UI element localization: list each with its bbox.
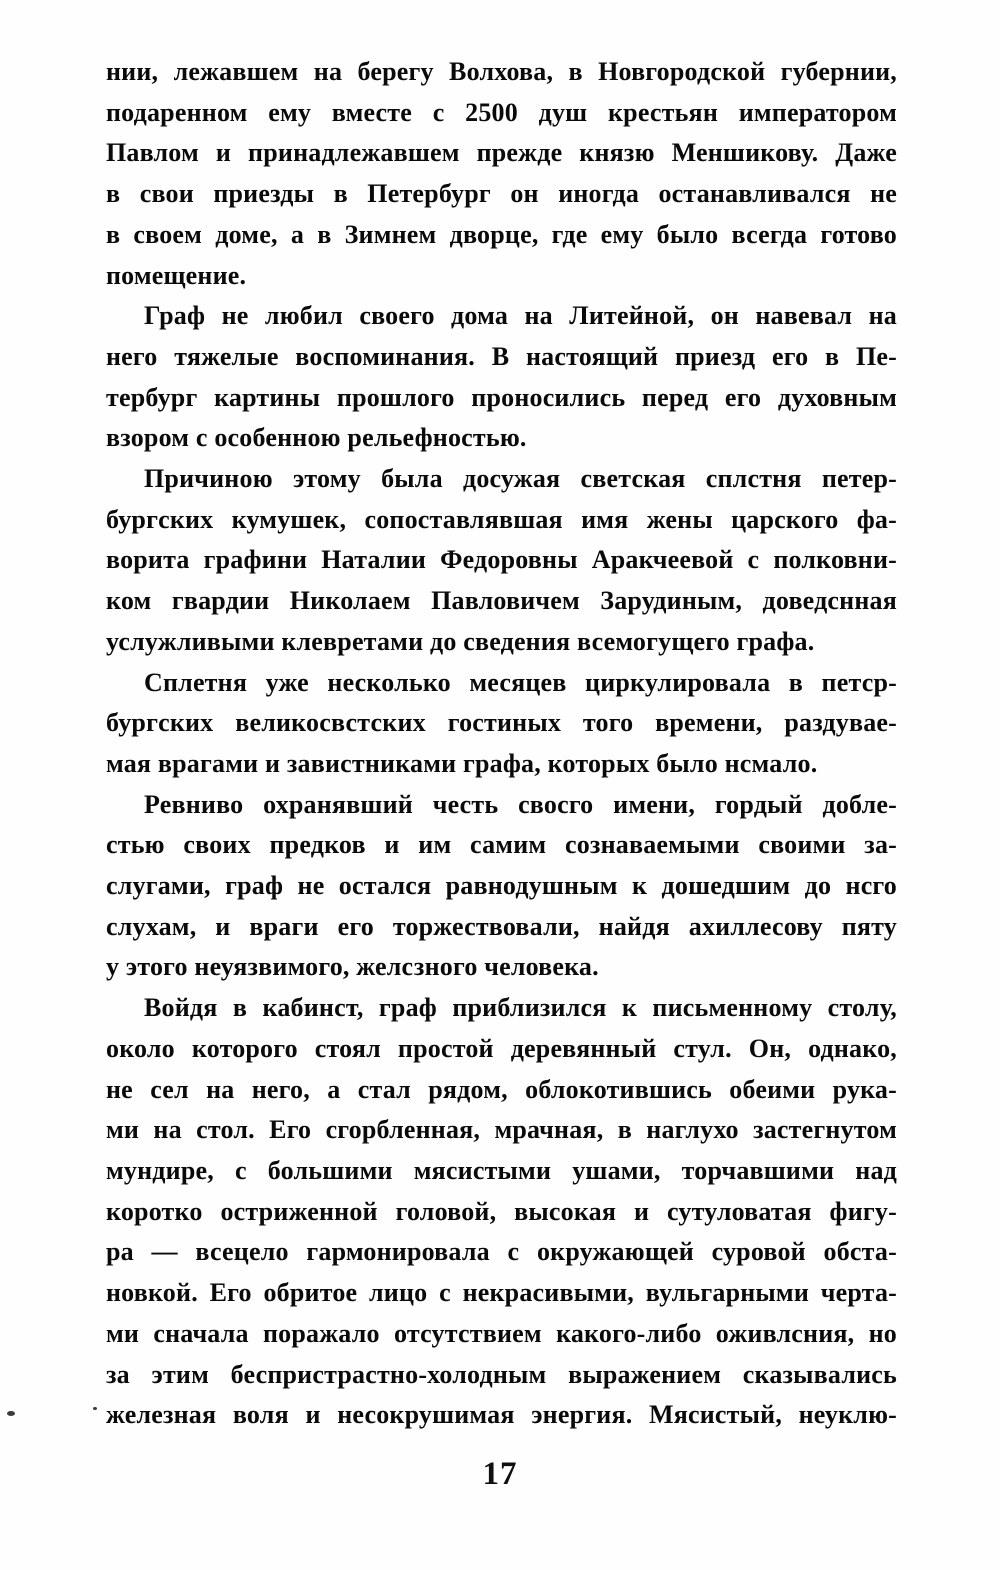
paragraph-5 [106, 785, 897, 989]
text-line: Причиною этому была досужая светская сплстня петер- [144, 464, 897, 494]
page-text [106, 52, 897, 1436]
text-line: ми сначала поражало отсутствием какого-либо оживлсния, но [106, 1318, 897, 1348]
text-line: железная воля и несокрушимая энергия. Мясистый, неуклю- [106, 1400, 897, 1430]
text-line: услужливыми клевретами до сведения всемогущего графа. [106, 626, 815, 656]
text-line: около которого стоял простой деревянный стул. Он, однако, [106, 1033, 897, 1063]
page-number: 17 [482, 1456, 518, 1492]
text-line: за этим беспристрастно-холодным выражением сказывались [106, 1359, 897, 1389]
text-line: помещение. [106, 260, 247, 290]
text-line: мундире, с большими мясистыми ушами, торчавшими над [106, 1155, 897, 1185]
paragraph-6 [106, 988, 897, 1436]
text-line: в свои приезды в Петербург он иногда останавливался не [106, 179, 897, 209]
text-line: Войдя в кабинст, граф приблизился к письменному столу, [144, 993, 897, 1023]
text-line: стью своих предков и им самим сознаваемыми своими за- [106, 830, 897, 860]
scan-speck [7, 1411, 15, 1416]
text-line: ми на стол. Его сгорбленная, мрачная, в наглухо застегнутом [106, 1115, 897, 1145]
text-line: в своем доме, а в Зимнем дворце, где ему было всегда готово [106, 219, 897, 249]
text-line: взором с особенною рельефностью. [106, 423, 527, 453]
text-line: мая врагами и завистниками графа, которых было нсмало. [106, 748, 818, 778]
text-line: него тяжелые воспоминания. В настоящий приезд его в Пе- [106, 341, 897, 371]
text-line: слухам, и враги его торжествовали, найдя ахиллесову пяту [106, 911, 897, 941]
text-line: слугами, граф не остался равнодушным к дошедшим до нсго [106, 871, 897, 901]
paragraph-4 [106, 663, 897, 785]
scan-speck [93, 1407, 97, 1410]
text-line: ра — всецело гармонировала с окружающей суровой обста- [106, 1237, 897, 1267]
text-line: Ревниво охранявший честь свосго имени, гордый добле- [144, 789, 897, 819]
text-line: бургских кумушек, сопоставлявшая имя жены царского фа- [106, 504, 897, 534]
text-line: Павлом и принадлежавшем прежде князю Меншикову. Даже [106, 138, 897, 168]
text-line: Сплетня уже несколько месяцев циркулировала в петср- [144, 667, 897, 697]
paragraph-2 [106, 296, 897, 459]
text-line: нии, лежавшем на берегу Волхова, в Новгородской губернии, [106, 57, 897, 86]
text-line: не сел на него, а стал рядом, облокотившись обеими рука- [106, 1074, 897, 1104]
text-line: коротко остриженной головой, высокая и сутуловатая фигу- [106, 1196, 897, 1226]
paragraph-1 [106, 52, 897, 296]
text-line: Граф не любил своего дома на Литейной, он навевал на [144, 301, 897, 331]
text-line: подаренном ему вместе с 2500 душ крестьян императором [106, 97, 897, 127]
text-line: у этого неуязвимого, желсзного человека. [106, 952, 599, 982]
text-line: ворита графини Наталии Федоровны Аракчеевой с полковни- [106, 545, 897, 575]
paragraph-3 [106, 459, 897, 663]
text-line: тербург картины прошлого проносились перед его духовным [106, 382, 897, 412]
text-line: новкой. Его обритое лицо с некрасивыми, вульгарными черта- [106, 1278, 897, 1308]
text-line: бургских великосвстских гостиных того времени, раздувае- [106, 708, 897, 738]
text-line: ком гвардии Николаем Павловичем Зарудиным, доведснная [106, 586, 897, 616]
